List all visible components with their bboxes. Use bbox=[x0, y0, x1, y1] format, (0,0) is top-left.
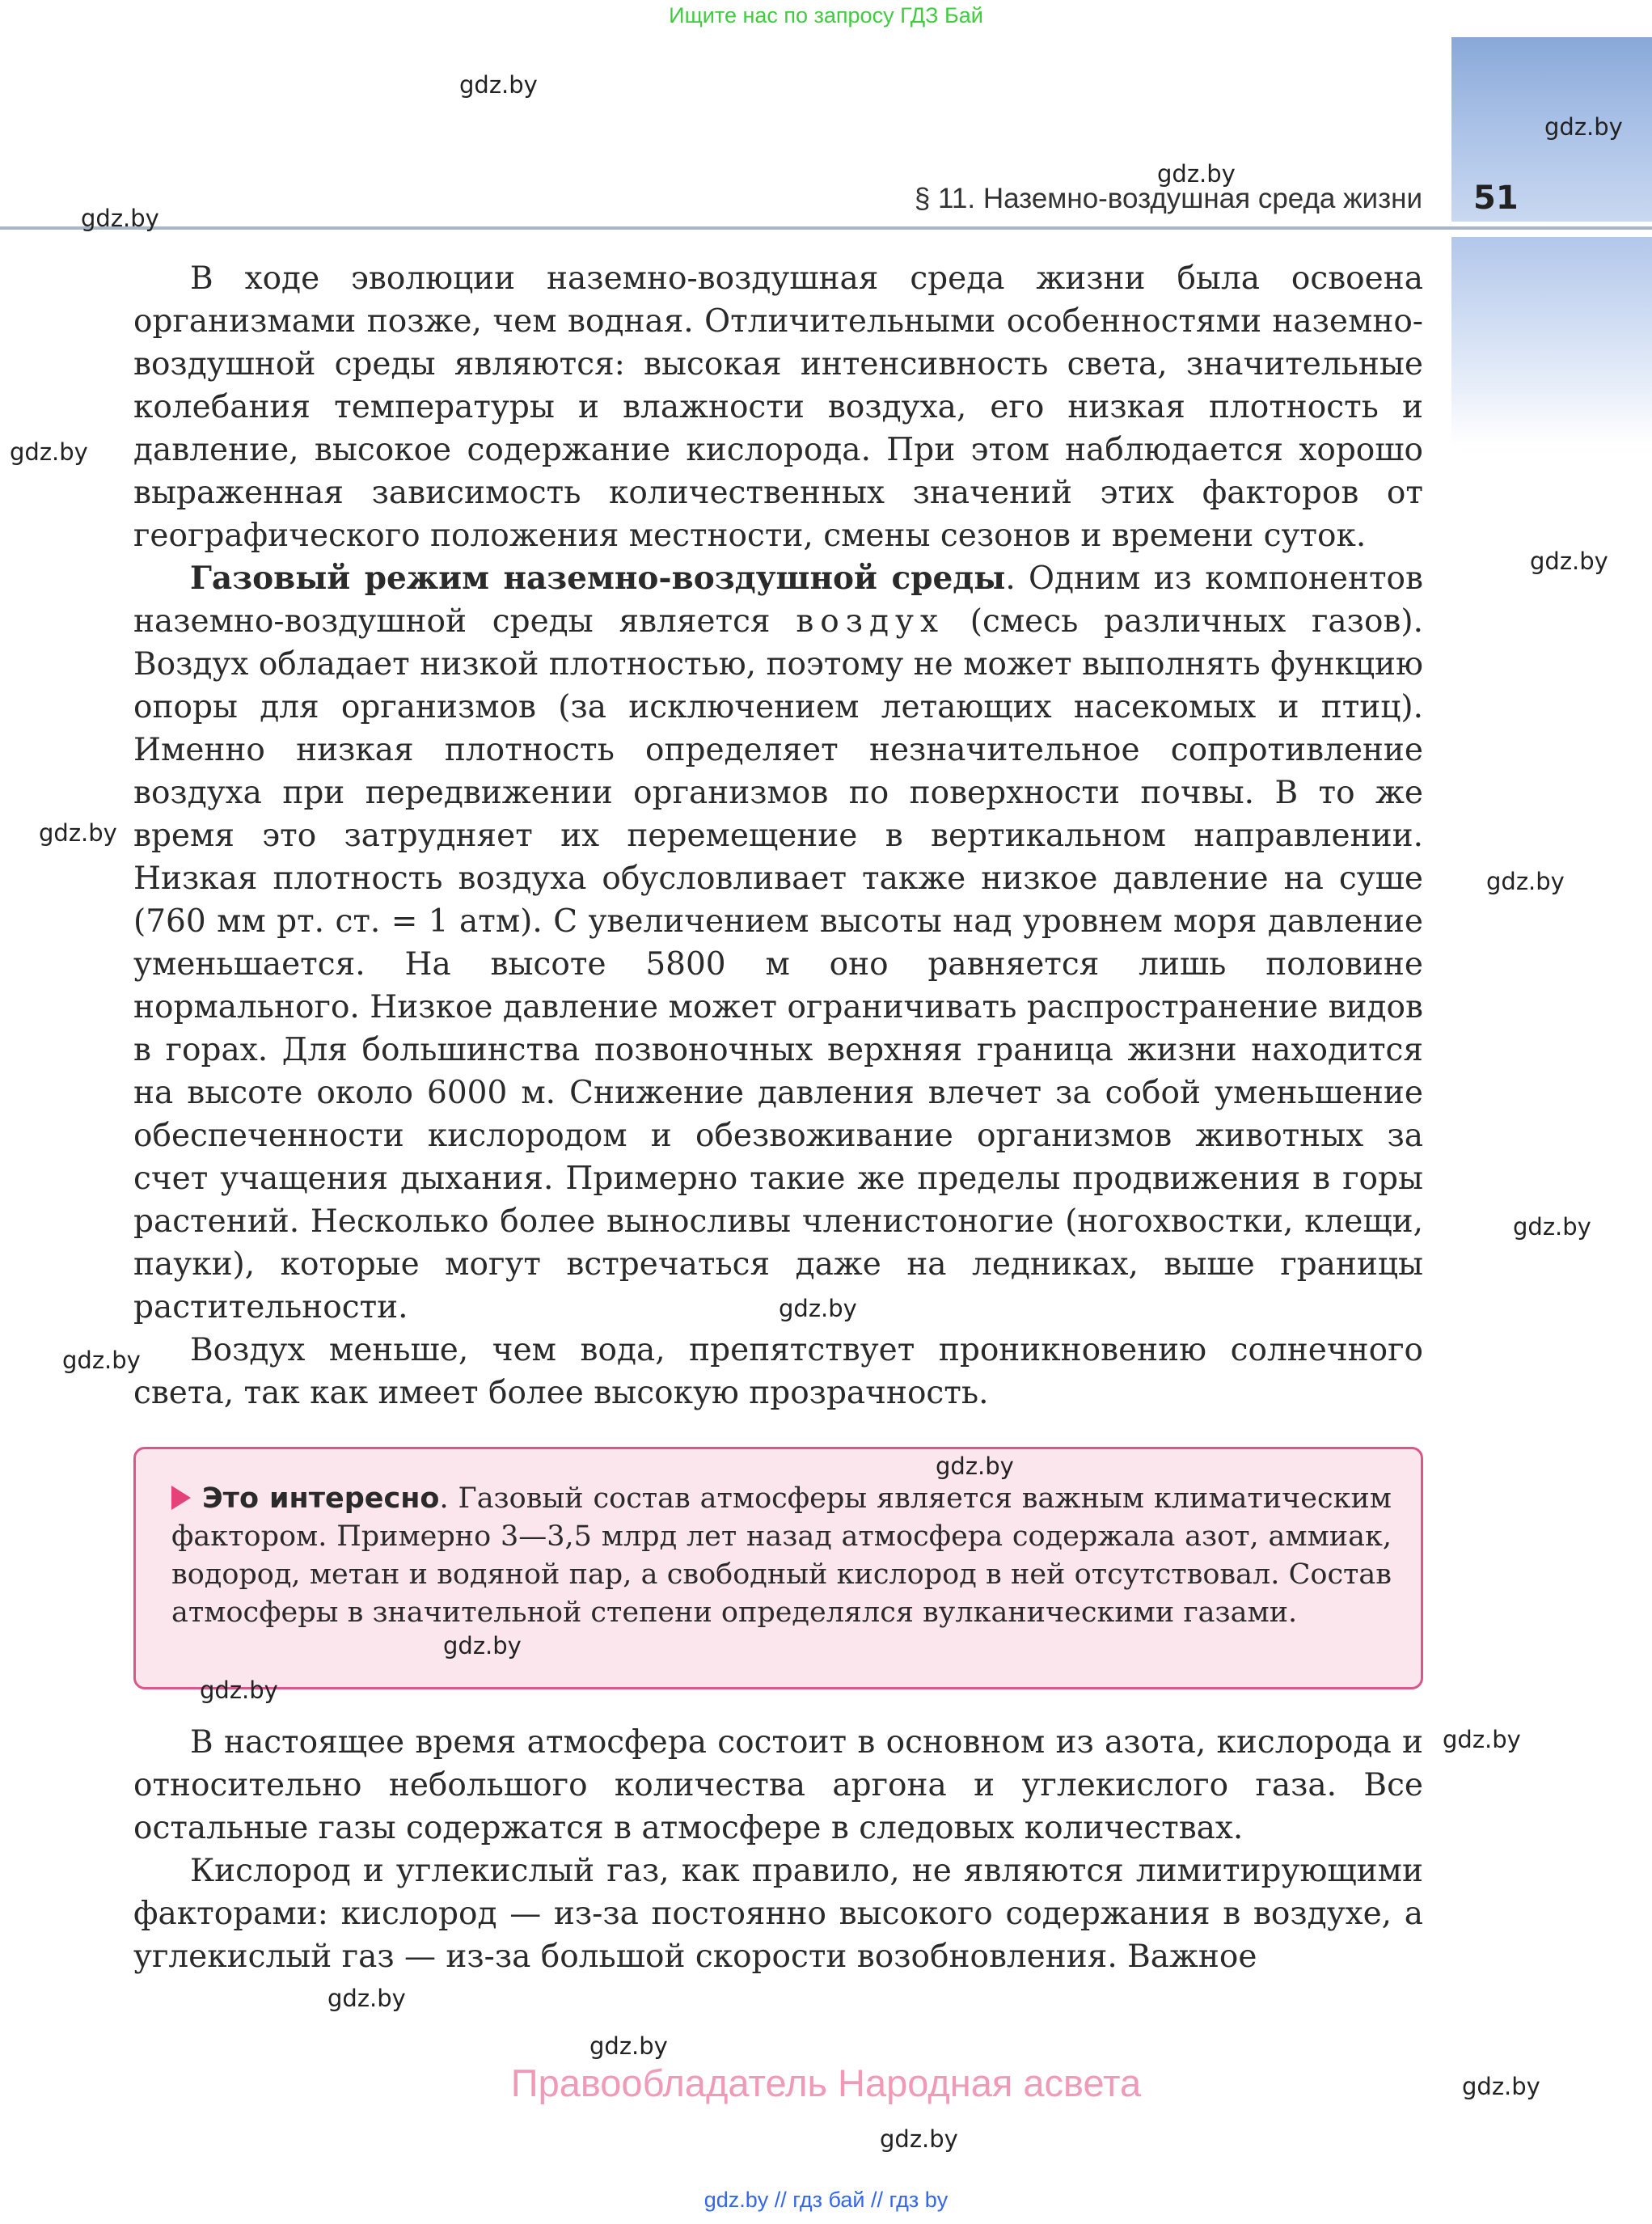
main-text bbox=[133, 257, 1423, 1414]
watermark: gdz.by bbox=[10, 438, 88, 466]
paragraph-5: Кислород и углекислый газ, как правило, не являются лимитирующими факторами: кислород — из-за постоянно высокого содержания в воздухе, а углекислый газ — из-за большой скорости возобновления. Важное bbox=[133, 1853, 1423, 1975]
page-number: 51 bbox=[1473, 180, 1519, 217]
watermark: gdz.by bbox=[880, 2125, 958, 2153]
paragraph-2-part2: (смесь различных газов). Воздух обладает низкой плотностью, поэтому не может выполнять функцию опоры для организмов (за исключением летающих насекомых и птиц). Именно низкая плотность определяет незначительное сопротивление воздуха при передвижении организмов по поверхности почвы. В то же время это затрудняет их перемещение в вертикальном направлении. Низкая плотность воздуха обусловливает также низкое давление на суше (760 мм рт. ст. = 1 атм). С увеличением высоты над уровнем моря давление уменьшается. На высоте 5800 м оно равняется лишь половине нормального. Низкое давление может ограничивать распространение видов в горах. Для большинства позвоночных верхняя граница жизни находится на высоте около 6000 м. Снижение давления влечет за собой уменьшение обеспеченности кислородом и обезвоживание организмов животных за счет учащения дыхания. Примерно такие же пределы продвижения в горы растений. Несколько более выносливы членистоногие (ногохвостки, клещи, пауки), которые могут встречаться даже на ледниках, выше границы растительности. bbox=[133, 603, 1423, 1326]
watermark: gdz.by bbox=[1486, 868, 1565, 895]
watermark: gdz.by bbox=[1530, 548, 1608, 575]
paragraph-2-heading: Газовый режим наземно-воздушной среды bbox=[190, 560, 1006, 597]
watermark: gdz.by bbox=[39, 819, 117, 847]
triangle-marker-icon bbox=[171, 1486, 191, 1510]
paragraph-1: В ходе эволюции наземно-воздушная среда жизни была освоена организмами позже, чем водная. Отличительными особенностями наземно-воздушной среды являются: высокая интенсивность света, значительные колебания температуры и влажности воздуха, его низкая плотность и давление, высокое содержание кислорода. При этом наблюдается хорошо выраженная зависимость количественных значений этих факторов от географического положения местности, смены сезонов и времени суток. bbox=[133, 260, 1423, 554]
section-title: § 11. Наземно-воздушная среда жизни bbox=[914, 183, 1422, 214]
watermark: gdz.by bbox=[1513, 1213, 1591, 1241]
main-text-continued bbox=[133, 1721, 1423, 1978]
watermark: gdz.by bbox=[1544, 113, 1623, 141]
paragraph-2-spaced-word: воздух bbox=[796, 603, 944, 640]
watermark: gdz.by bbox=[200, 1676, 278, 1704]
page-tab-bottom bbox=[1451, 237, 1652, 447]
footer-links[interactable]: gdz.by // гдз бай // гдз by bbox=[703, 2188, 949, 2212]
watermark: gdz.by bbox=[81, 205, 159, 232]
interesting-fact-box bbox=[133, 1447, 1423, 1689]
fact-lead: Это интересно bbox=[202, 1482, 440, 1515]
watermark: gdz.by bbox=[936, 1452, 1014, 1480]
watermark: gdz.by bbox=[1157, 160, 1236, 188]
watermark: gdz.by bbox=[459, 71, 538, 99]
watermark: gdz.by bbox=[1462, 2073, 1540, 2100]
watermark: gdz.by bbox=[327, 1985, 406, 2012]
watermark: gdz.by bbox=[62, 1347, 141, 1374]
watermark: gdz.by bbox=[779, 1295, 857, 1322]
watermark: gdz.by bbox=[443, 1632, 522, 1660]
copyright-owner: Правообладатель Народная асвета bbox=[510, 2061, 1142, 2104]
paragraph-4: В настоящее время атмосфера состоит в основном из азота, кислорода и относительно небольшого количества аргона и углекислого газа. Все остальные газы содержатся в атмосфере в следовых количествах. bbox=[133, 1724, 1423, 1846]
paragraph-2 bbox=[133, 557, 1423, 1329]
top-banner: Ищите нас по запросу ГДЗ Бай bbox=[669, 3, 983, 27]
header-rule bbox=[0, 226, 1652, 230]
paragraph-2-part1: . Одним из компонентов наземно-воздушной среды является bbox=[133, 560, 1423, 640]
watermark: gdz.by bbox=[1443, 1726, 1521, 1753]
fact-text: . Газовый состав атмосферы является важным климатическим фактором. Примерно 3—3,5 млрд лет назад атмосфера содержала азот, аммиак, водород, метан и водяной пар, а свободный кислород в ней отсутствовал. Состав атмосферы в значительной степени определялся вулканическими газами. bbox=[171, 1482, 1392, 1629]
watermark: gdz.by bbox=[589, 2032, 668, 2060]
paragraph-3: Воздух меньше, чем вода, препятствует проникновению солнечного света, так как имеет более высокую прозрачность. bbox=[133, 1332, 1423, 1411]
